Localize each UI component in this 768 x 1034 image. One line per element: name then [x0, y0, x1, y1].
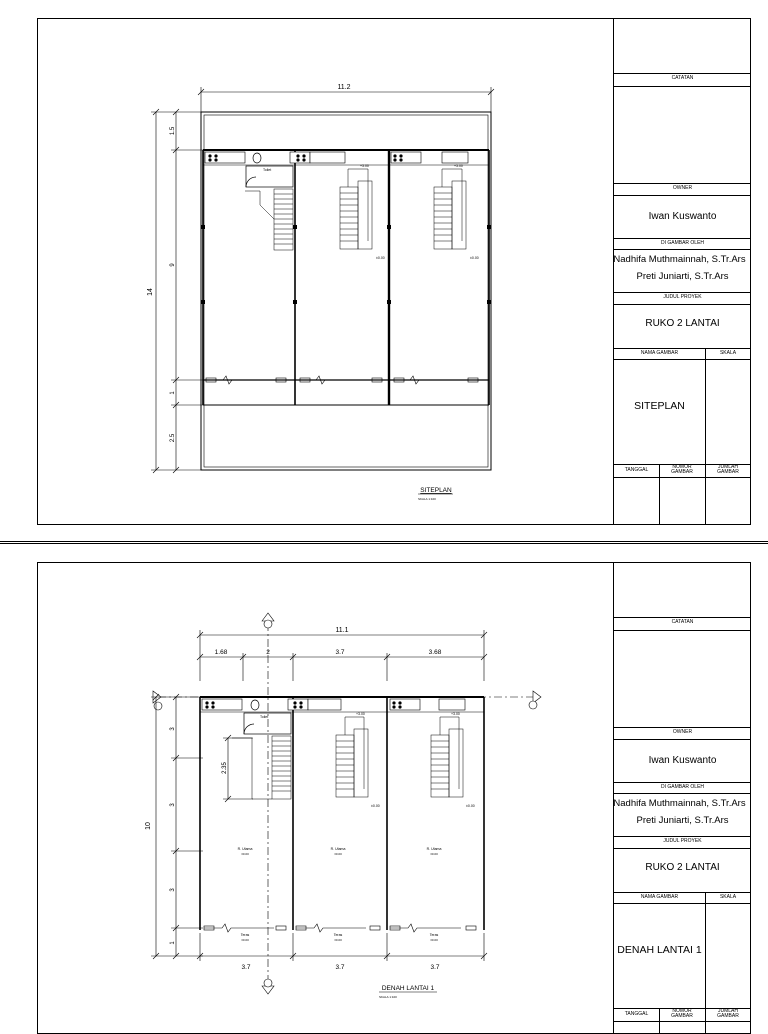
room-label-teras-1: Teras — [240, 933, 250, 937]
dim-width-label: 11.1 — [335, 627, 349, 634]
dim-top-4: 3.68 — [428, 649, 442, 656]
scale-label: SKALA — [719, 350, 737, 356]
catatan-label: CATATAN — [671, 619, 694, 625]
level-label-2: ±0.00 — [470, 256, 479, 260]
room-label-teras-2: Teras — [333, 933, 343, 937]
total-label-2: GAMBAR — [717, 1013, 739, 1019]
level-up-label-1: +3.00 — [360, 164, 369, 168]
room-label-r-utama-2: R. Utama — [330, 847, 346, 851]
drawing-name-label: NAMA GAMBAR — [640, 350, 679, 356]
drawn-by-name-2: Preti Juniarti, S.Tr.Ars — [636, 271, 729, 282]
dimension-width — [198, 87, 494, 114]
room-label-r-utama-3: R. Utama — [426, 847, 442, 851]
site-boundary-inner — [204, 115, 488, 467]
dim-left-1: 3 — [170, 727, 176, 731]
drawn-by-name-1: Nadhifa Muthmainnah, S.Tr.Ars — [613, 254, 746, 265]
room-label-r-utama-1: R. Utama — [237, 847, 253, 851]
plan-title: SITEPLAN — [420, 487, 452, 494]
owner-label: OWNER — [672, 185, 693, 191]
project-label: JUDUL PROYEK — [663, 294, 702, 300]
stair-unit-3 — [431, 717, 463, 797]
plan-scale: SKALA 1:100 — [418, 497, 436, 501]
site-boundary — [201, 112, 491, 470]
drawing-name: SITEPLAN — [634, 400, 685, 412]
toilet-label: Toilet — [260, 715, 269, 719]
front-shutters — [204, 924, 476, 932]
level-up-label-1: +3.00 — [356, 712, 365, 716]
dim-width-label: 11.2 — [337, 84, 351, 91]
room-level-r-utama-1: ±0.00 — [241, 852, 249, 856]
project-label: JUDUL PROYEK — [663, 838, 702, 844]
building-outline — [200, 697, 484, 930]
dim-seg-1: 1.5 — [170, 126, 176, 136]
project-name: RUKO 2 LANTAI — [645, 318, 720, 329]
plan-scale: SKALA 1:100 — [379, 995, 397, 999]
dim-left-4: 1 — [170, 941, 176, 945]
owner-name: Iwan Kuswanto — [648, 755, 717, 766]
sheet-frame — [37, 18, 751, 525]
number-label-1: NOMOR — [672, 1008, 692, 1014]
stair-unit-1 — [245, 189, 293, 250]
level-label-1: ±0.00 — [376, 256, 385, 260]
level-up-label-2: +3.00 — [451, 712, 460, 716]
room-level-r-utama-2: ±0.00 — [334, 852, 342, 856]
front-shutters — [206, 376, 478, 384]
dim-seg-4: 2.5 — [170, 433, 176, 443]
total-label-2: GAMBAR — [717, 469, 739, 475]
dim-bottom-2: 3.7 — [335, 964, 345, 971]
dim-top-2: 2 — [266, 649, 270, 656]
room-label-teras-3: Teras — [429, 933, 439, 937]
scale-label: SKALA — [719, 894, 737, 900]
project-name: RUKO 2 LANTAI — [645, 862, 720, 873]
siteplan-drawing — [38, 19, 613, 524]
room-level-teras-3: ±0.00 — [430, 938, 438, 942]
number-label-1: NOMOR — [672, 464, 692, 470]
stair-unit-3 — [434, 169, 466, 249]
sheet-frame — [37, 562, 751, 1034]
dim-depth-label: 14 — [147, 288, 154, 296]
dim-left-2: 3 — [170, 803, 176, 807]
kitchen-counters — [205, 152, 468, 163]
room-level-teras-2: ±0.00 — [334, 938, 342, 942]
dimension-depth — [151, 694, 253, 959]
total-label-1: JUMLAH — [717, 464, 738, 470]
owner-label: OWNER — [672, 729, 693, 735]
owner-name: Iwan Kuswanto — [648, 211, 717, 222]
dim-bottom-3: 3.7 — [430, 964, 440, 971]
title-block — [613, 563, 751, 1033]
column-markers — [201, 225, 491, 304]
dim-seg-3: 1 — [170, 391, 176, 395]
room-level-teras-1: ±0.00 — [241, 938, 249, 942]
stair-unit-2 — [340, 169, 372, 249]
number-label-2: GAMBAR — [671, 469, 693, 475]
kitchen-counters — [202, 699, 465, 710]
stair-unit-2 — [336, 717, 368, 797]
drawn-by-label: DI GAMBAR OLEH — [660, 240, 705, 246]
section-markers — [153, 613, 541, 994]
drawn-by-name-2: Preti Juniarti, S.Tr.Ars — [636, 815, 729, 826]
drawing-name: DENAH LANTAI 1 — [617, 944, 702, 956]
title-block — [613, 19, 751, 524]
dim-seg-2: 9 — [170, 263, 176, 267]
toilet-label: Toilet — [263, 168, 272, 172]
plan-title: DENAH LANTAI 1 — [381, 985, 435, 992]
dim-depth-label: 10 — [145, 822, 152, 830]
floor-plan-drawing — [38, 563, 613, 1033]
catatan-label: CATATAN — [671, 75, 694, 81]
number-label-2: GAMBAR — [671, 1013, 693, 1019]
level-label-1: ±0.00 — [371, 804, 380, 808]
level-label-2: ±0.00 — [466, 804, 475, 808]
date-label: TANGGAL — [624, 1011, 649, 1017]
building-outline — [203, 150, 489, 405]
drawn-by-label: DI GAMBAR OLEH — [660, 784, 705, 790]
dim-left-3: 3 — [170, 888, 176, 892]
dim-top-3: 3.7 — [335, 649, 345, 656]
dim-stair: 2.35 — [222, 762, 228, 774]
drawing-name-label: NAMA GAMBAR — [640, 894, 679, 900]
stair-unit-1 — [232, 736, 291, 799]
drawn-by-name-1: Nadhifa Muthmainnah, S.Tr.Ars — [613, 798, 746, 809]
level-up-label-2: +3.00 — [454, 164, 463, 168]
drawing-sheet-denah-lantai-1 — [0, 543, 768, 1025]
dim-bottom-1: 3.7 — [241, 964, 251, 971]
date-label: TANGGAL — [624, 467, 649, 473]
room-level-r-utama-3: ±0.00 — [430, 852, 438, 856]
dimension-depth — [151, 109, 203, 473]
total-label-1: JUMLAH — [717, 1008, 738, 1014]
dim-top-1: 1.68 — [214, 649, 228, 656]
